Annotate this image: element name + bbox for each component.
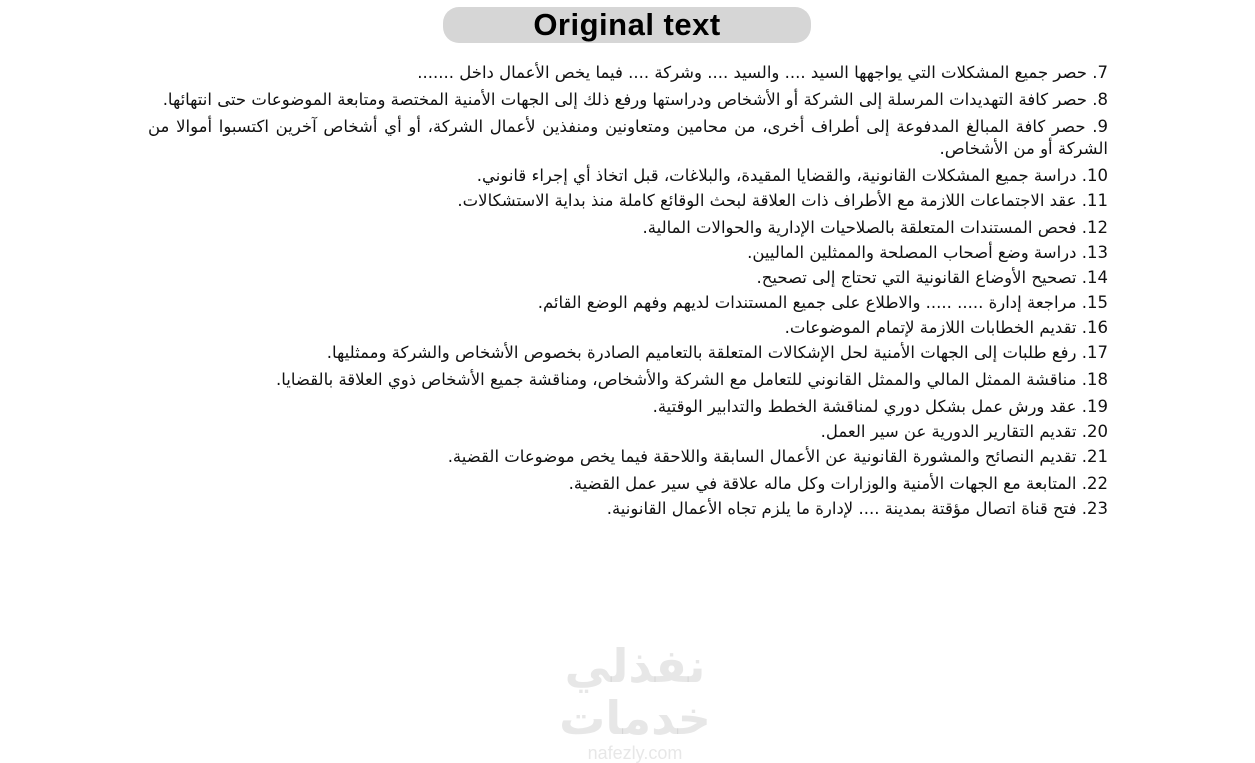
list-item: 22. المتابعة مع الجهات الأمنية والوزارات وكل ماله علاقة في سير عمل القضية. bbox=[568, 474, 1108, 493]
list-item: 18. مناقشة الممثل المالي والممثل القانوني للتعامل مع الشركة والأشخاص، ومناقشة جميع الأشخاص ذوي العلاقة بالقضايا. bbox=[276, 370, 1108, 389]
watermark-logo bbox=[555, 639, 715, 763]
list-item: 8. حصر كافة التهديدات المرسلة إلى الشركة أو الأشخاص ودراستها ورفع ذلك إلى الجهات الأمنية المختصة ومتابعة الموضوعات حتى انتهائها. bbox=[162, 90, 1108, 109]
list-item: 20. تقديم التقارير الدورية عن سير العمل. bbox=[820, 422, 1108, 441]
list-item: 11. عقد الاجتماعات اللازمة مع الأطراف ذات العلاقة لبحث الوقائع كاملة منذ بداية الاستشكالات. bbox=[457, 191, 1108, 210]
list-item: 21. تقديم النصائح والمشورة القانونية عن الأعمال السابقة واللاحقة فيما يخص موضوعات القضية. bbox=[447, 447, 1108, 466]
list-item: 7. حصر جميع المشكلات التي يواجهها السيد .... والسيد .... وشركة .... فيما يخص الأعمال داخل ....... bbox=[417, 63, 1108, 82]
list-item: 17. رفع طلبات إلى الجهات الأمنية لحل الإشكالات المتعلقة بالتعاميم الصادرة بخصوص الأشخاص والشركة وممثليها. bbox=[326, 343, 1108, 362]
list-item: 19. عقد ورش عمل بشكل دوري لمناقشة الخطط والتدابير الوقتية. bbox=[652, 397, 1108, 416]
item-list bbox=[148, 62, 1108, 523]
list-item: 15. مراجعة إدارة ..... ..... والاطلاع على جميع المستندات لديهم وفهم الوضع القائم. bbox=[537, 293, 1108, 312]
list-item: 16. تقديم الخطابات اللازمة لإتمام الموضوعات. bbox=[784, 318, 1108, 337]
list-item: 13. دراسة وضع أصحاب المصلحة والممثلين الماليين. bbox=[747, 243, 1108, 262]
list-item: 14. تصحيح الأوضاع القانونية التي تحتاج إلى تصحيح. bbox=[756, 268, 1108, 287]
list-item: 12. فحص المستندات المتعلقة بالصلاحيات الإدارية والحوالات المالية. bbox=[642, 218, 1108, 237]
list-item: 23. فتح قناة اتصال مؤقتة بمدينة .... لإدارة ما يلزم تجاه الأعمال القانونية. bbox=[606, 499, 1108, 518]
list-item: 9. حصر كافة المبالغ المدفوعة إلى أطراف أخرى، من محامين ومتعاونين ومنفذين لأعمال الشركة، أو أي أشخاص آخرين اكتسبوا أموالا من الشركة أو من الأشخاص. bbox=[148, 117, 1108, 158]
watermark-logo-text: نفذلي خدمات bbox=[559, 639, 711, 745]
list-item: 10. دراسة جميع المشكلات القانونية، والقضايا المقيدة، والبلاغات، قبل اتخاذ أي إجراء قانوني. bbox=[476, 166, 1108, 185]
watermark-url: nafezly.com bbox=[587, 743, 683, 763]
page-title: Original text bbox=[443, 7, 811, 43]
